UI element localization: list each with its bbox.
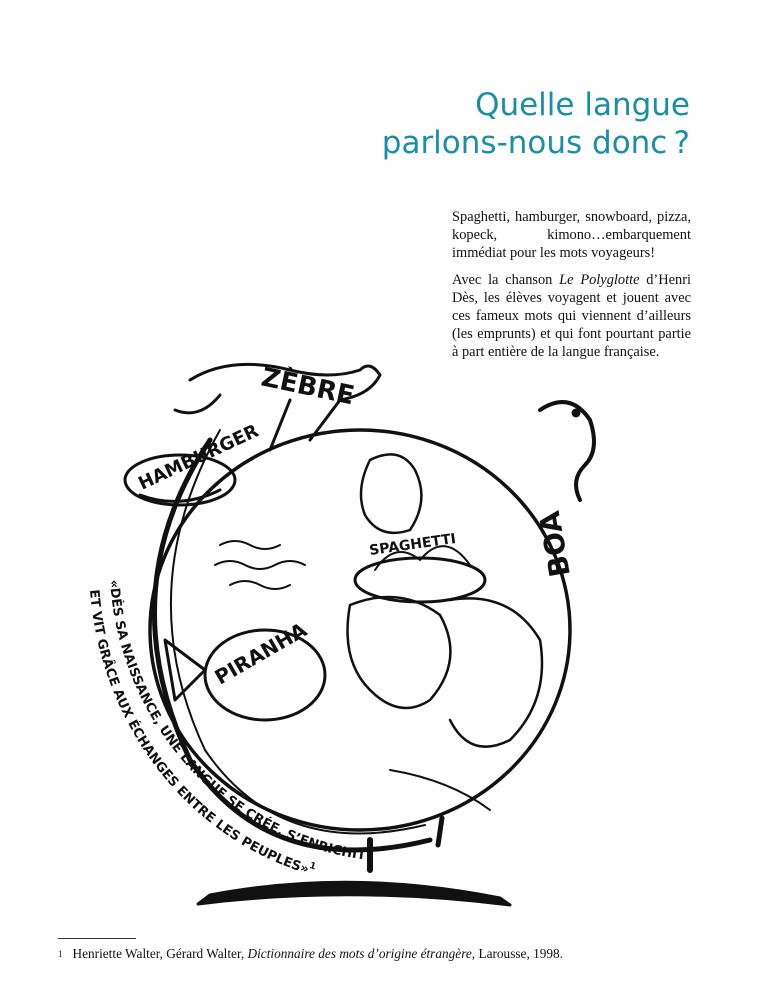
label-hamburger: HAMBURGER: [135, 420, 262, 495]
footnote-book-title: Dictionnaire des mots d’origine étrangère: [247, 946, 472, 961]
song-title: Le Polyglotte: [559, 272, 640, 288]
quote-footnote-ref: 1: [308, 861, 318, 873]
intro-paragraph-2-start: Avec la chanson: [452, 272, 560, 288]
footnote-number: 1: [58, 949, 63, 959]
quote-line-2-text: ET VIT GRÂCE AUX ÉCHANGES ENTRE LES PEUPLES»: [85, 589, 311, 878]
label-zebre: ZÈBRE: [258, 362, 357, 412]
footnote-publisher: , Larousse, 1998.: [471, 946, 564, 961]
continent-africa: [348, 597, 451, 708]
quote-line-1-path: «DÈS SA NAISSANCE, UNE LANGUE SE CRÉE, S’ENRICHIT: [105, 579, 367, 864]
ocean-waves: [215, 541, 305, 589]
footnote: [58, 946, 708, 962]
intro-paragraph-2-end: d’Henri Dès, les élèves voyagent et jouent avec ces fameux mots qui viennent d’ailleurs (les emprunts) et qui font pourtant partie à part entière de la langue française.: [452, 272, 691, 360]
label-boa: BOA: [532, 508, 577, 580]
spaghetti-plate: [355, 558, 485, 602]
title-line-2: parlons-nous donc ?: [381, 125, 690, 161]
continent-europe: [361, 454, 421, 532]
footnote-authors: Henriette Walter, Gérard Walter,: [72, 946, 248, 961]
quote-line-1: [106, 579, 367, 863]
globe-base: [198, 882, 510, 905]
globe-illustration: [70, 340, 630, 910]
continent-asia: [450, 598, 542, 746]
footnote-separator: [58, 938, 136, 939]
page-title: [270, 86, 690, 162]
label-piranha: PIRANHA: [210, 617, 311, 690]
globe-axis: [438, 818, 442, 845]
title-line-1: Quelle langue: [475, 87, 690, 123]
intro-paragraph-1: Spaghetti, hamburger, snowboard, pizza, kopeck, kimono…embarquement immédiat pour les mots voyageurs!: [452, 209, 691, 261]
label-spaghetti: SPAGHETTI: [368, 530, 458, 559]
boa-drawing: [540, 402, 594, 500]
